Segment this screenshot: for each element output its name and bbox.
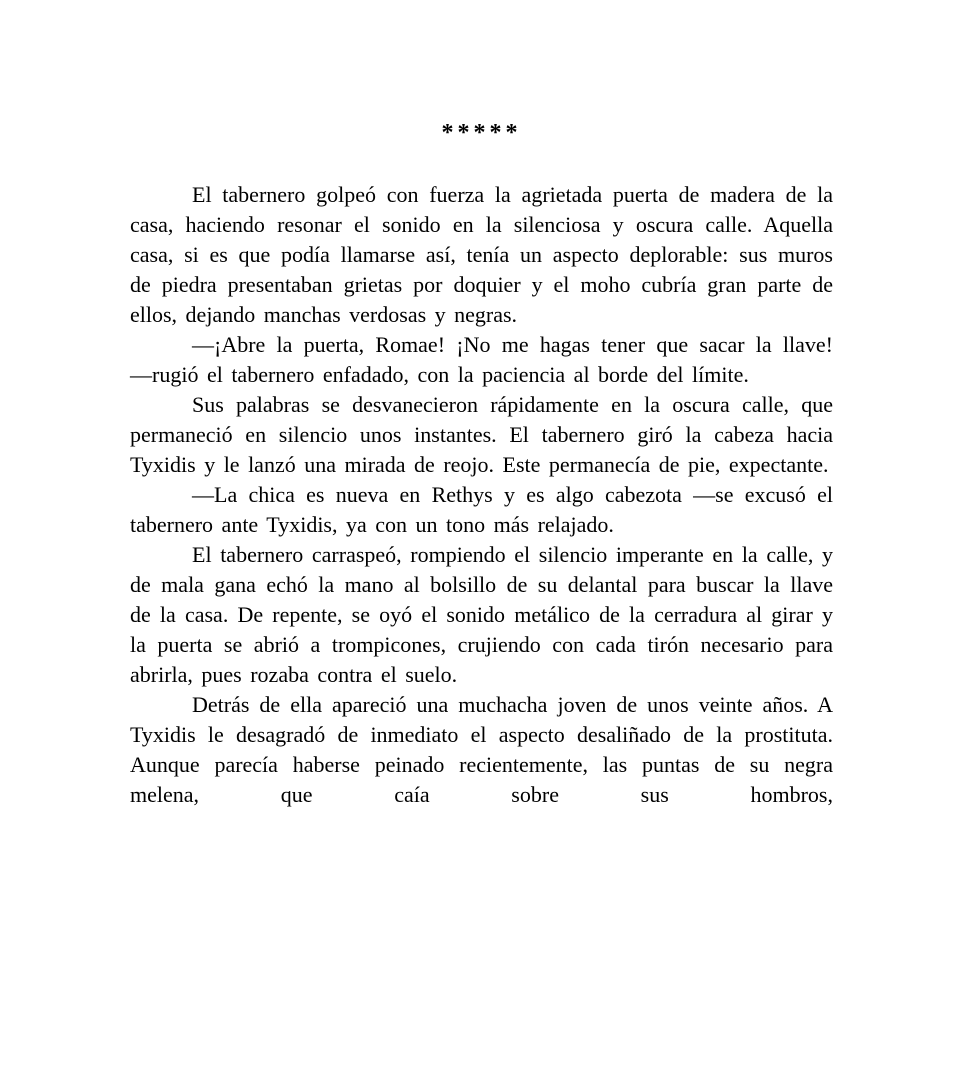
paragraph: Sus palabras se desvanecieron rápidamente en la oscura calle, que permaneció en silencio unos instantes. El tabernero giró la cabeza hacia Tyxidis y le lanzó una mirada de reojo. Este permanecía de pie, expectante. [130,392,833,477]
paragraph: El tabernero carraspeó, rompiendo el silencio imperante en la calle, y de mala gana echó la mano al bolsillo de su delantal para buscar la llave de la casa. De repente, se oyó el sonido metálico de la cerradura al girar y la puerta se abrió a trompicones, crujiendo con cada tirón necesario para abrirla, pues rozaba contra el suelo. [130,542,833,687]
section-separator: ***** [441,120,522,146]
paragraph: El tabernero golpeó con fuerza la agrietada puerta de madera de la casa, haciendo resonar el sonido en la silenciosa y oscura calle. Aquella casa, si es que podía llamarse así, tenía un aspecto deplorable: sus muros de piedra presentaban grietas por doquier y el moho cubría gran parte de ellos, dejando manchas verdosas y negras. [130,182,833,327]
paragraph: —La chica es nueva en Rethys y es algo cabezota —se excusó el tabernero ante Tyxidis, ya con un tono más relajado. [130,482,833,537]
paragraph: Detrás de ella apareció una muchacha joven de unos veinte años. A Tyxidis le desagradó de inmediato el aspecto desaliñado de la prostituta. Aunque parecía haberse peinado recientemente, las puntas de su negra melena, que caía sobre sus hombros, [130,692,833,807]
text-block [130,180,833,810]
paragraph: —¡Abre la puerta, Romae! ¡No me hagas tener que sacar la llave! —rugió el tabernero enfadado, con la paciencia al borde del límite. [130,332,833,387]
